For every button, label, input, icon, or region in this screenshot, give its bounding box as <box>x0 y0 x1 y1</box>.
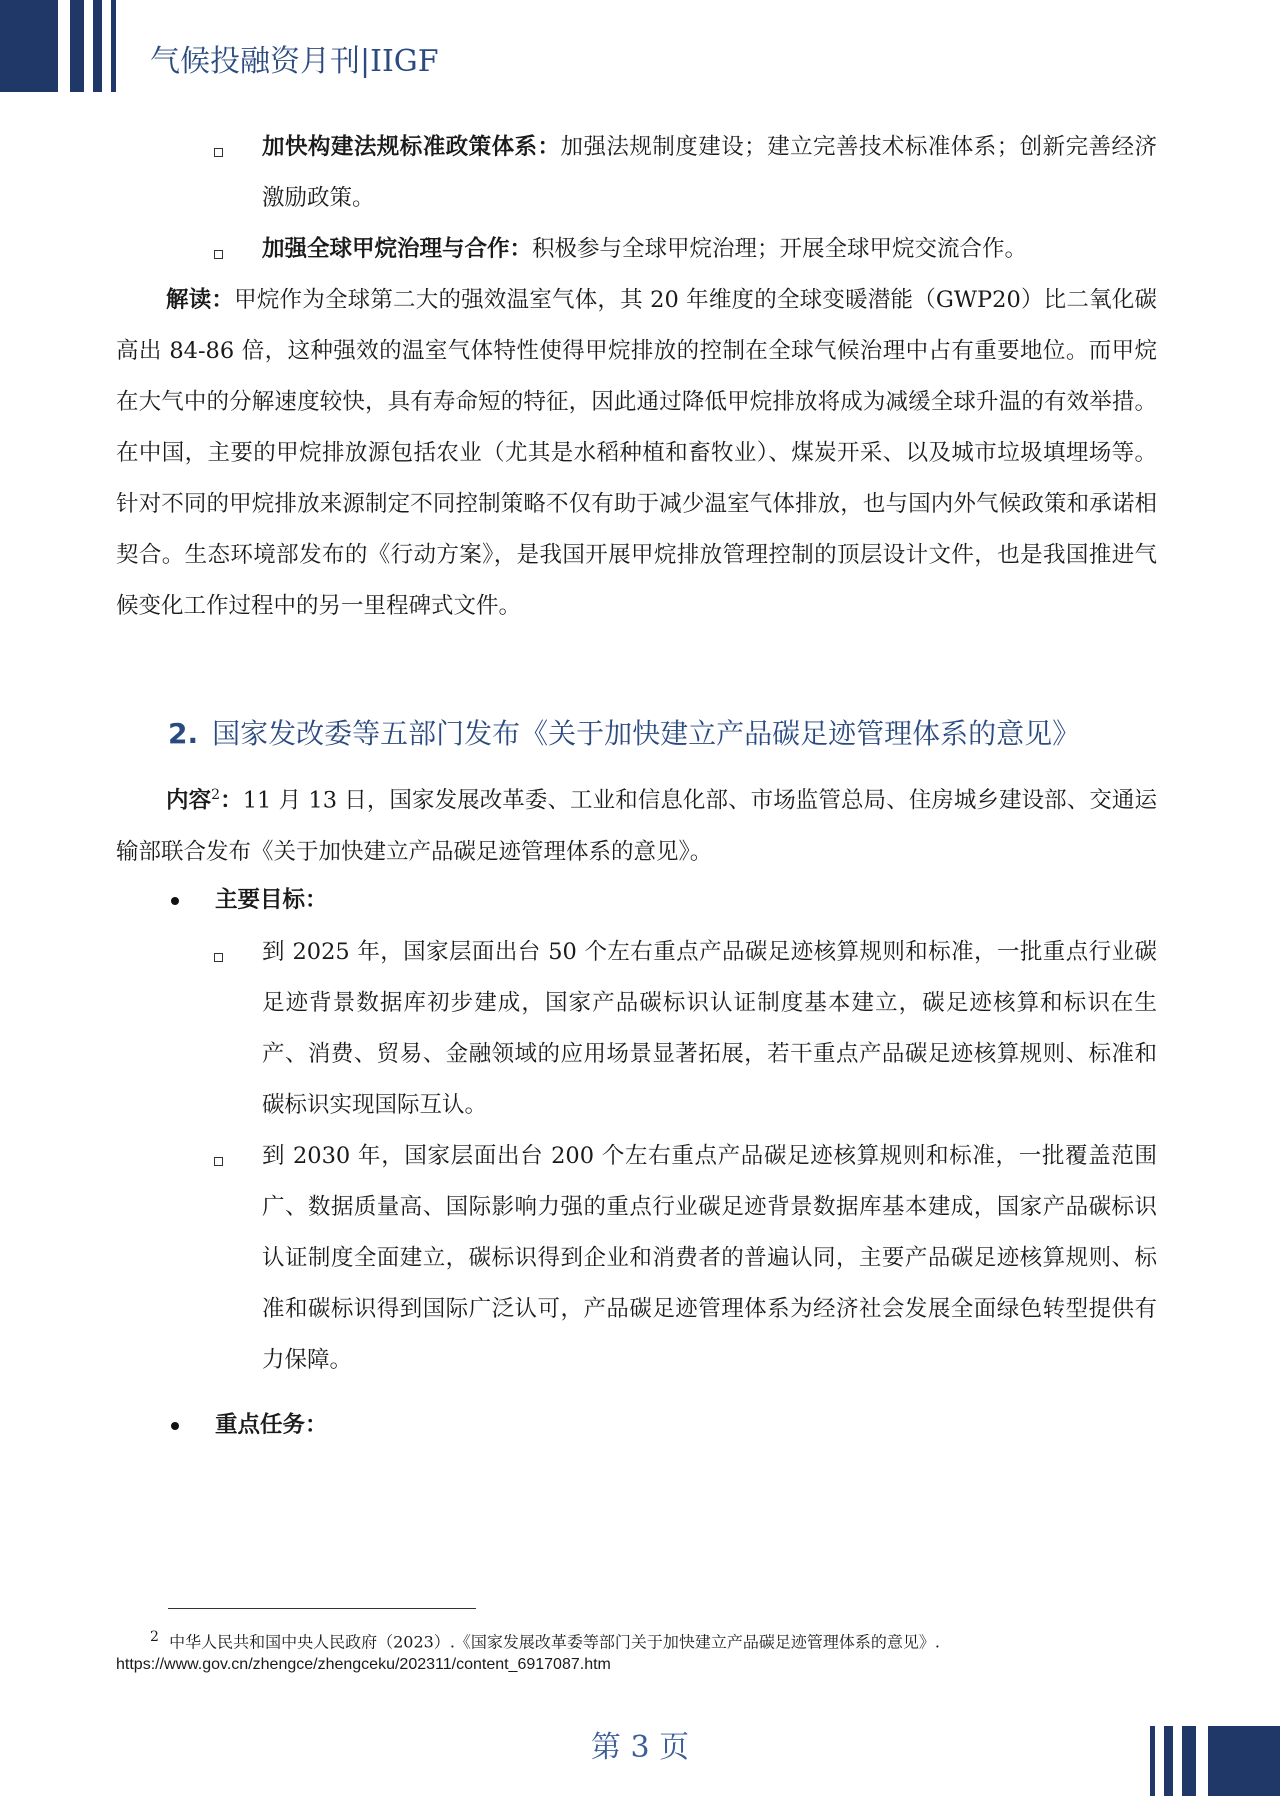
content-paragraph: 内容$^2$：11 月 13 日，国家发展改革委、工业和信息化部、市场监管总局、住房城乡建设部、交通运输部联合发布《关于加快建立产品碳足迹管理体系的意见》。 <box>116 787 1157 865</box>
footer-bars <box>1150 1726 1280 1810</box>
square-bullet-icon <box>214 953 223 962</box>
key-tasks-label: 重点任务： <box>215 1412 328 1438</box>
list-item: 加强全球甲烷治理与合作：积极参与全球甲烷治理；开展全球甲烷交流合作。 <box>262 236 1028 262</box>
list-item: 到 2030 年，国家层面出台 200 个左右重点产品碳足迹核算规则和标准，一批覆盖范围广、数据质量高、国际影响力强的重点行业碳足迹背景数据库基本建成，国家产品碳标识认证制度全面建立，碳标识得到企业和消费者的普遍认同，主要产品碳足迹核算规则、标准和碳标识得到国际广泛认可，产品碳足迹管理体系为经济社会发展全面绿色转型提供有力保障。 <box>262 1143 1157 1373</box>
footnote-link[interactable]: https://www.gov.cn/zhengce/zhengceku/202311/content_6917087.htm <box>116 1656 611 1673</box>
bullet-dot-icon <box>171 1422 179 1430</box>
header-title: 气候投融资月刊|IIGF <box>150 44 439 79</box>
square-bullet-icon <box>214 250 223 259</box>
main-goals-label: 主要目标： <box>215 887 328 913</box>
bullet-dot-icon <box>171 897 179 905</box>
footnote-divider <box>168 1608 476 1609</box>
list-item: 到 2025 年，国家层面出台 50 个左右重点产品碳足迹核算规则和标准，一批重点行业碳足迹背景数据库初步建成，国家产品碳标识认证制度基本建立，碳足迹核算和标识在生产、消费、贸易、金融领域的应用场景显著拓展，若干重点产品碳足迹核算规则、标准和碳标识实现国际互认。 <box>262 939 1157 1118</box>
section-heading: 2. 国家发改委等五部门发布《关于加快建立产品碳足迹管理体系的意见》 <box>168 717 1081 750</box>
interpretation-paragraph: 解读：甲烷作为全球第二大的强效温室气体，其 20 年维度的全球变暖潜能（GWP20）比二氧化碳高出 84-86 倍，这种强效的温室气体特性使得甲烷排放的控制在全球气候治理中占有重要地位。而甲烷在大气中的分解速度较快，具有寿命短的特征，因此通过降低甲烷排放将成为减缓全球升温的有效举措。在中国，主要的甲烷排放源包括农业（尤其是水稻种植和畜牧业）、煤炭开采、以及城市垃圾填埋场等。针对不同的甲烷排放来源制定不同控制策略不仅有助于减少温室气体排放，也与国内外气候政策和承诺相契合。生态环境部发布的《行动方案》，是我国开展甲烷排放管理控制的顶层设计文件，也是我国推进气候变化工作过程中的另一里程碑式文件。 <box>116 287 1157 619</box>
square-bullet-icon <box>214 148 223 157</box>
page-number: 第 3 页 <box>590 1730 690 1765</box>
footnote: $^2$ 中华人民共和国中央人民政府（2023）.《国家发展改革委等部门关于加快建立产品碳足迹管理体系的意见》. <box>150 1629 940 1652</box>
interpretation-label: 解读： <box>166 287 235 313</box>
square-bullet-icon <box>214 1157 223 1166</box>
list-item: 加快构建法规标准政策体系：加强法规制度建设；建立完善技术标准体系；创新完善经济激励政策。 <box>262 134 1157 211</box>
